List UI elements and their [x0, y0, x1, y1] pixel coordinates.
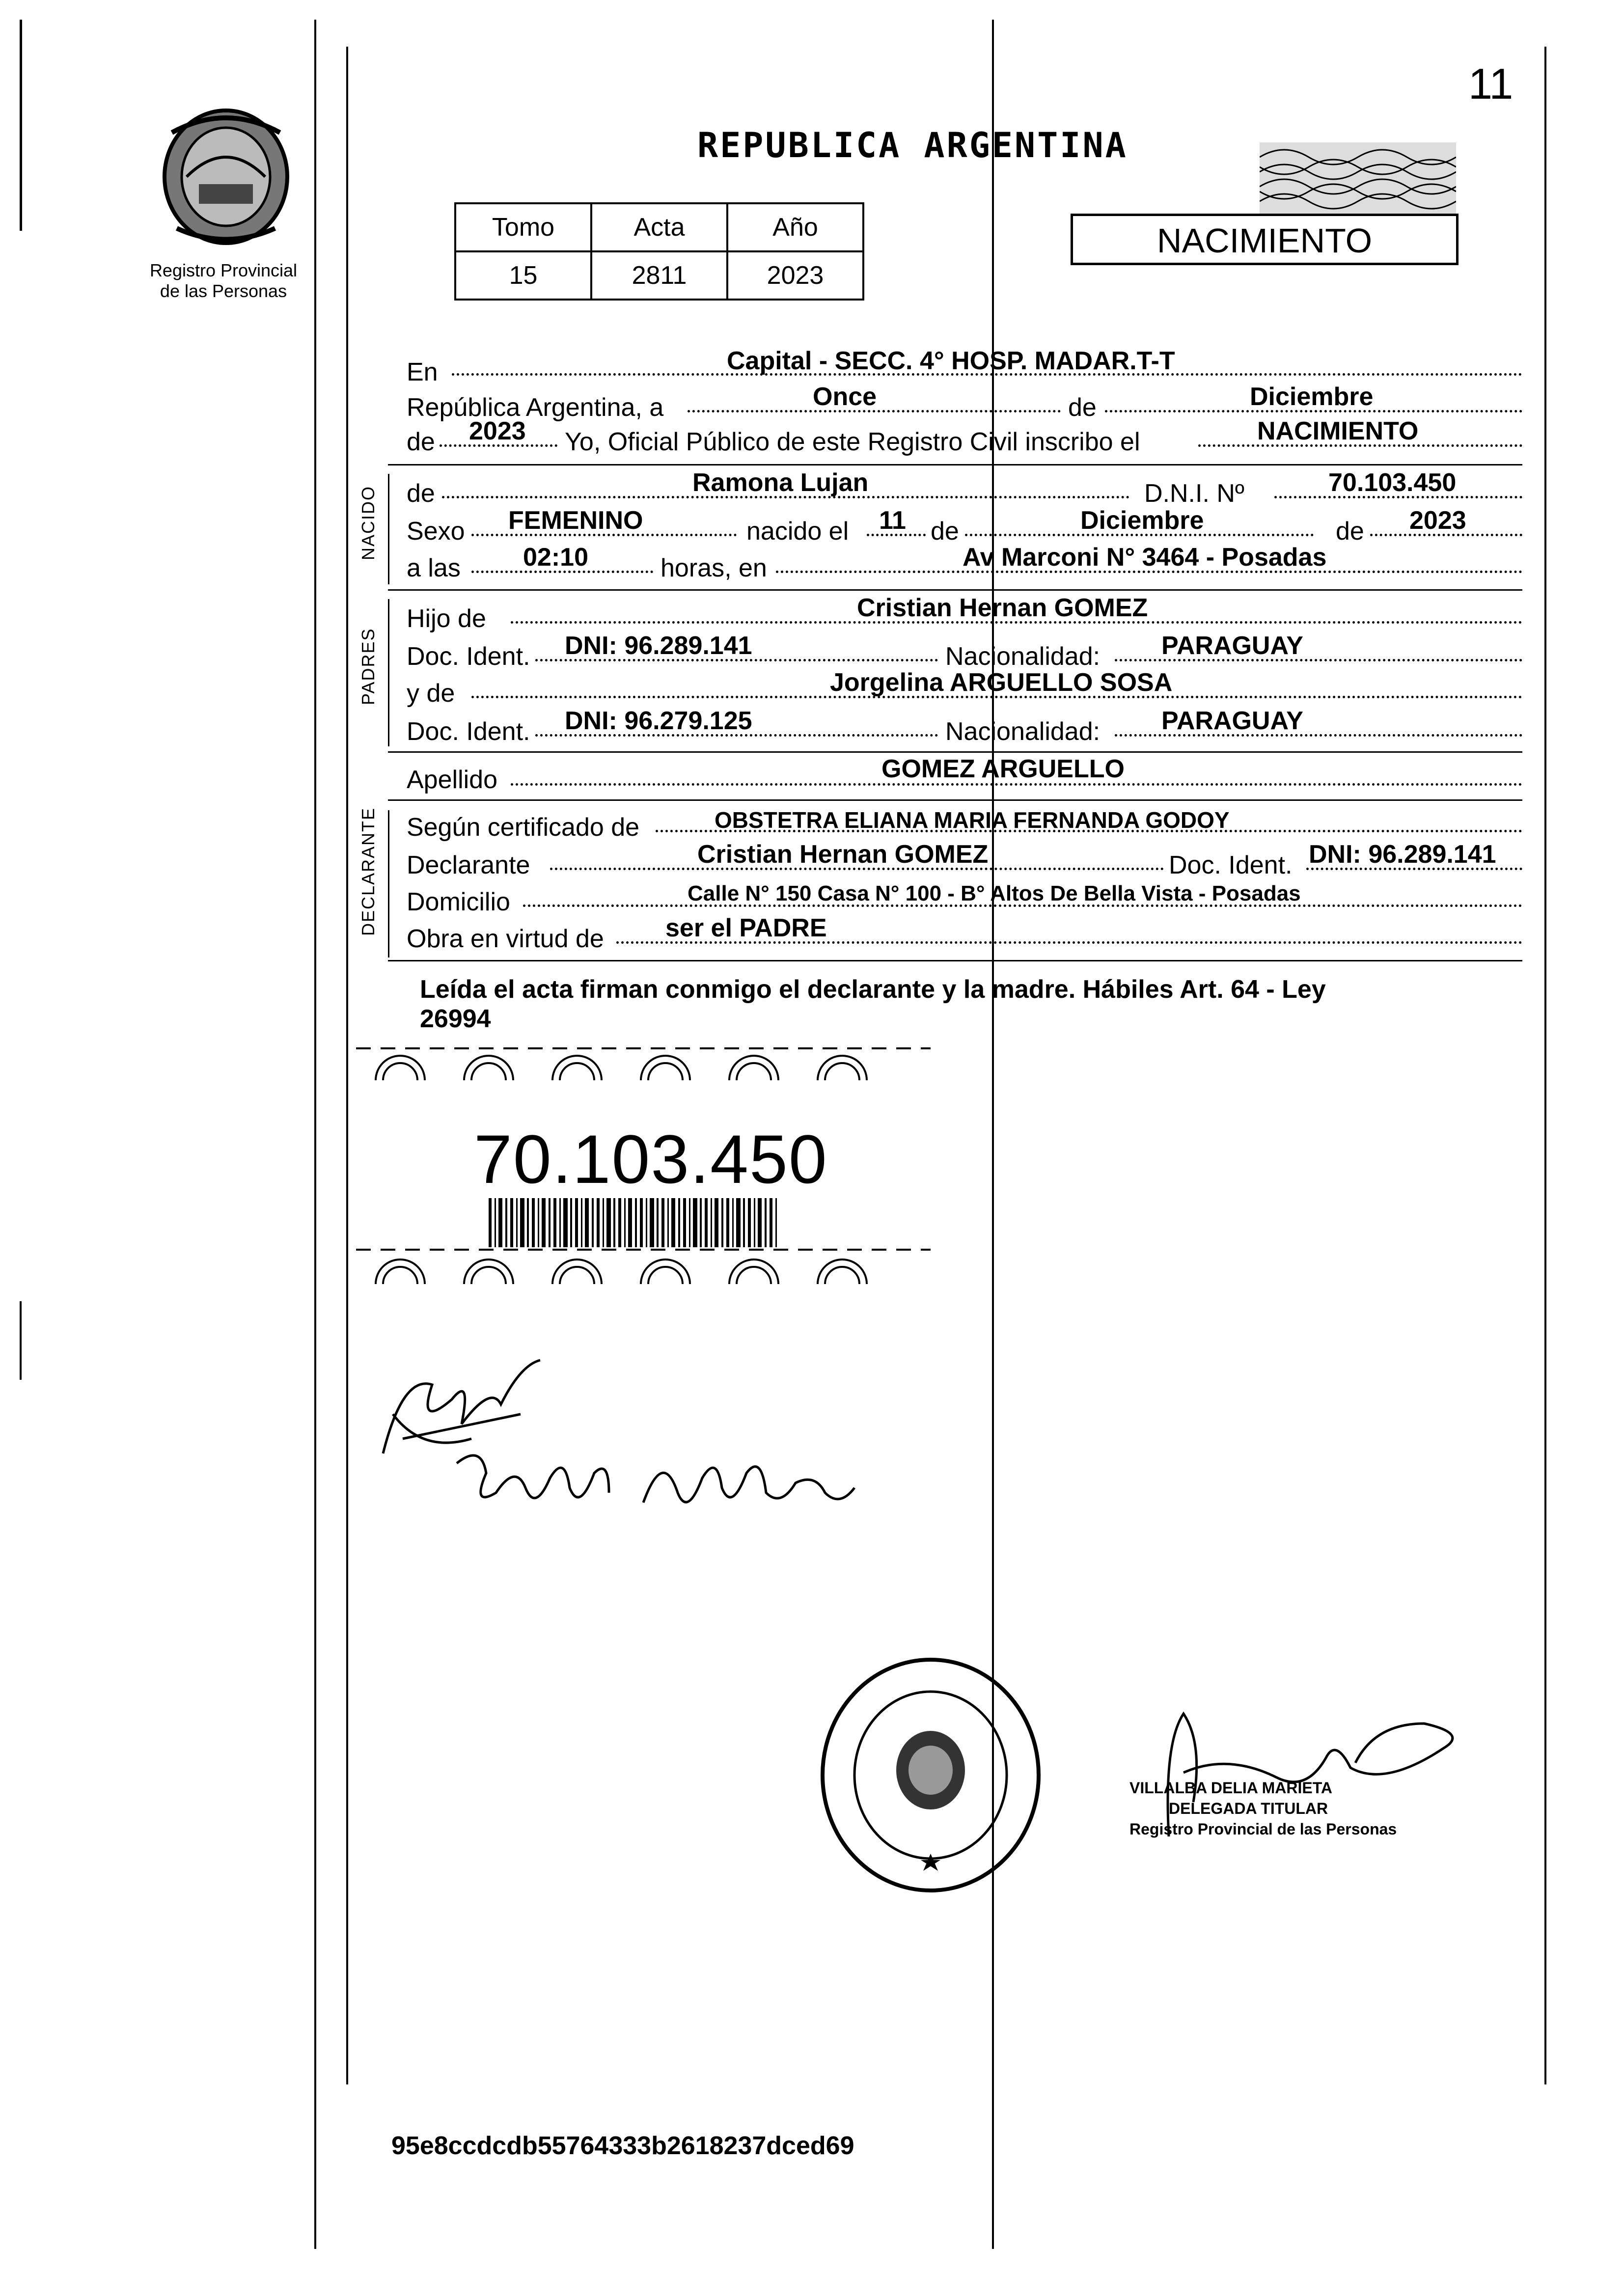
page-number: 11 — [1468, 59, 1514, 108]
official-seal-icon — [815, 1655, 1046, 1895]
mother-signature-icon — [452, 1434, 859, 1532]
child-dni: 70.103.450 — [1328, 468, 1457, 497]
sticker-pattern-bottom — [356, 1240, 931, 1284]
closing-line2: 26994 — [420, 1005, 491, 1033]
nacido-label: nacido el — [746, 517, 849, 546]
obra-label: Obra en virtud de — [407, 925, 604, 953]
right-border-line — [1544, 47, 1546, 2084]
section-label-declarante: DECLARANTE — [358, 807, 378, 936]
sticker-pattern-top — [356, 1041, 931, 1080]
delegate-role: DELEGADA TITULAR — [1169, 1800, 1328, 1817]
divider — [388, 464, 1522, 465]
domicilio-value: Calle N° 150 Casa N° 100 - B° Altos De Bella Vista - Posadas — [688, 881, 1301, 905]
child-name: Ramona Lujan — [692, 468, 869, 497]
table-cell: 2023 — [727, 251, 863, 300]
year-value: 2023 — [469, 417, 526, 445]
father-nationality: PARAGUAY — [1161, 631, 1303, 660]
de-label: de — [1336, 517, 1364, 546]
record-type-box: NACIMIENTO — [1071, 214, 1459, 265]
dni-label: D.N.I. Nº — [1144, 479, 1244, 508]
year-label: de — [407, 428, 435, 456]
obra-value: ser el PADRE — [665, 914, 827, 942]
tomo-acta-table — [454, 202, 864, 301]
birth-place: Av Marconi N° 3464 - Posadas — [963, 543, 1327, 572]
de-label: de — [1068, 393, 1097, 422]
sexo-label: Sexo — [407, 517, 465, 546]
registry-name — [140, 260, 307, 301]
nac-label: Nacionalidad: — [945, 717, 1101, 746]
delegate-org: Registro Provincial de las Personas — [1129, 1820, 1397, 1838]
de-label: de — [931, 517, 959, 546]
table-header: Acta — [591, 203, 727, 251]
declarante-label: Declarante — [407, 851, 530, 879]
en-value: Capital - SECC. 4° HOSP. MADAR.T-T — [727, 347, 1175, 375]
security-guilloche-icon — [1260, 142, 1456, 216]
father-doc: DNI: 96.289.141 — [565, 631, 752, 660]
doc-label: Doc. Ident. — [1169, 851, 1293, 879]
section-label-nacido: NACIDO — [358, 485, 378, 560]
cert-value: OBSTETRA ELIANA MARIA FERNANDA GODOY — [715, 807, 1230, 833]
mother-name: Jorgelina ARGUELLO SOSA — [830, 668, 1173, 697]
doc-label: Doc. Ident. — [407, 717, 530, 746]
a-las-label: a las — [407, 554, 461, 582]
oficial-text: Yo, Oficial Público de este Registro Civil inscribo el — [565, 428, 1140, 456]
apellido-label: Apellido — [407, 766, 498, 794]
province-crest-icon — [152, 103, 300, 250]
birth-month: Diciembre — [1080, 506, 1204, 535]
divider — [388, 960, 1522, 961]
edge-mark — [20, 1301, 22, 1380]
edge-mark — [20, 20, 22, 231]
mother-doc: DNI: 96.279.125 — [565, 707, 752, 735]
father-name: Cristian Hernan GOMEZ — [857, 594, 1148, 622]
inscribo-value: NACIMIENTO — [1257, 417, 1419, 445]
registry-line1: Registro Provincial — [149, 260, 298, 280]
declarante-name: Cristian Hernan GOMEZ — [697, 840, 989, 869]
divider — [388, 751, 1522, 753]
table-cell: 2811 — [591, 251, 727, 300]
sticker-dni: 70.103.450 — [474, 1121, 828, 1198]
declarante-doc: DNI: 96.289.141 — [1309, 840, 1496, 869]
inner-left-line — [346, 47, 348, 2084]
divider — [388, 589, 1522, 591]
birth-day: 11 — [879, 506, 906, 535]
closing-line1: Leída el acta firman conmigo el declarante y la madre. Hábiles Art. 64 - Ley — [420, 975, 1326, 1004]
table-header: Tomo — [455, 203, 591, 251]
rep-day: Once — [813, 383, 877, 411]
nac-label: Nacionalidad: — [945, 642, 1101, 671]
section-bar — [388, 810, 389, 958]
registry-line2: de las Personas — [160, 281, 287, 301]
cert-label: Según certificado de — [407, 813, 640, 842]
yde-label: y de — [407, 679, 455, 708]
country-title: REPUBLICA ARGENTINA — [697, 125, 1128, 165]
domicilio-label: Domicilio — [407, 888, 510, 916]
table-cell: 15 — [455, 251, 591, 300]
doc-label: Doc. Ident. — [407, 642, 530, 671]
apellido-value: GOMEZ ARGUELLO — [881, 755, 1125, 783]
hijo-label: Hijo de — [407, 604, 486, 633]
delegate-stamp — [1129, 1778, 1483, 1839]
nacido-de-label: de — [407, 479, 435, 508]
horas-label: horas, en — [661, 554, 767, 582]
birth-hour: 02:10 — [523, 543, 588, 572]
rep-label: República Argentina, a — [407, 393, 664, 422]
en-label: En — [407, 358, 438, 386]
section-bar — [388, 474, 389, 584]
document-hash: 95e8ccdcdb55764333b2618237dced69 — [391, 2132, 854, 2160]
mother-nationality: PARAGUAY — [1161, 707, 1303, 735]
birth-year: 2023 — [1409, 506, 1466, 535]
sexo-value: FEMENINO — [508, 506, 643, 535]
divider — [388, 799, 1522, 801]
rep-month: Diciembre — [1250, 383, 1374, 411]
table-header: Año — [727, 203, 863, 251]
left-border-line — [314, 20, 316, 2249]
section-label-padres: PADRES — [358, 628, 378, 705]
section-bar — [388, 599, 389, 746]
delegate-name: VILLALBA DELIA MARIETA — [1129, 1779, 1332, 1797]
